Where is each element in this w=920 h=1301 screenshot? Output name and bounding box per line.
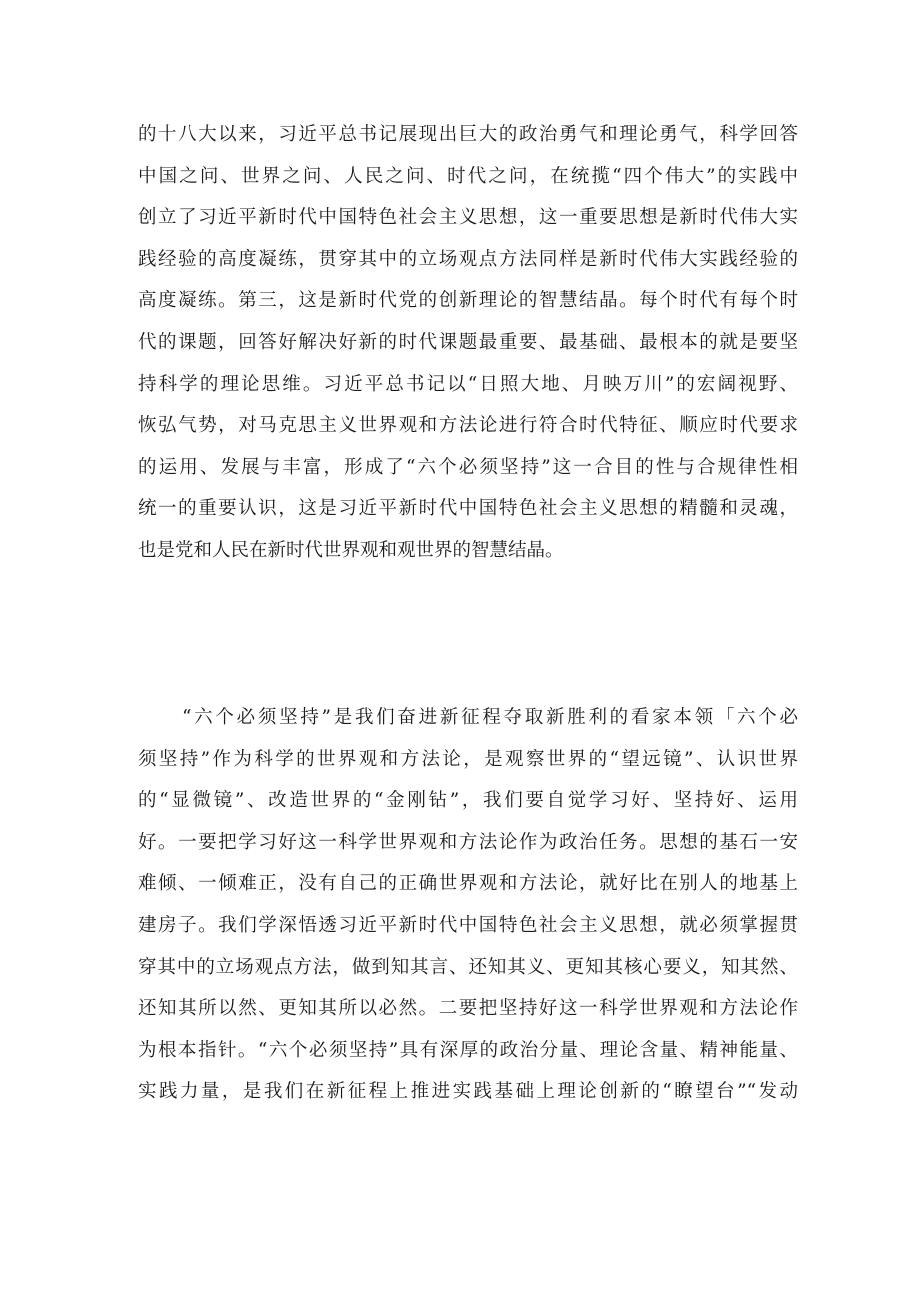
paragraph-2-line: 的“显微镜”、改造世界的“金刚钻”，我们要自觉学习好、坚持好、运用 [138,790,798,812]
paragraph-2 [138,697,798,1113]
paragraph-1 [138,114,798,572]
paragraph-1-line: 创立了习近平新时代中国特色社会主义思想，这一重要思想是新时代伟大实 [138,207,798,229]
paragraph-1-line: 的十八大以来，习近平总书记展现出巨大的政治勇气和理论勇气，科学回答 [138,124,798,145]
paragraph-2-line: 穿其中的立场观点方法，做到知其言、还知其义、更知其核心要义，知其然、 [138,956,798,978]
paragraph-2-line: 为根本指针。“六个必须坚持”具有深厚的政治分量、理论含量、精神能量、 [138,1039,798,1061]
paragraph-2-line: 建房子。我们学深悟透习近平新时代中国特色社会主义思想，就必须掌握贯 [138,914,798,936]
paragraph-1-line: 的运用、发展与丰富，形成了“六个必须坚持”这一合目的性与合规律性相 [138,456,798,478]
paragraph-1-line: 持科学的理论思维。习近平总书记以“日照大地、月映万川”的宏阔视野、 [138,373,798,395]
paragraph-1-line: 高度凝练。第三，这是新时代党的创新理论的智慧结晶。每个时代有每个时 [138,290,798,312]
paragraph-1-line: 代的课题，回答好解决好新的时代课题最重要、最基础、最根本的就是要坚 [138,331,798,353]
paragraph-2-line: 难倾、一倾难正，没有自己的正确世界观和方法论，就好比在别人的地基上 [138,873,798,895]
paragraph-2-line: 还知其所以然、更知其所以必然。二要把坚持好这一科学世界观和方法论作 [138,998,798,1020]
paragraph-1-line: 也是党和人民在新时代世界观和观世界的智慧结晶。 [138,539,564,561]
paragraph-2-line: 好。一要把学习好这一科学世界观和方法论作为政治任务。思想的基石一安 [138,831,798,853]
paragraph-2-line: “六个必须坚持”是我们奋进新征程夺取新胜利的看家本领「六个必 [182,707,798,728]
paragraph-1-line: 统一的重要认识，这是习近平新时代中国特色社会主义思想的精髓和灵魂， [138,498,798,520]
paragraph-1-line: 恢弘气势，对马克思主义世界观和方法论进行符合时代特征、顺应时代要求 [138,415,798,437]
paragraph-1-line: 践经验的高度凝练，贯穿其中的立场观点方法同样是新时代伟大实践经验的 [138,248,798,270]
paragraph-2-line: 实践力量，是我们在新征程上推进实践基础上理论创新的“瞭望台”“发动 [138,1081,798,1103]
paragraph-1-line: 中国之问、世界之问、人民之问、时代之问，在统揽“四个伟大”的实践中 [138,165,798,187]
paragraph-2-line: 须坚持”作为科学的世界观和方法论，是观察世界的“望远镜”、认识世界 [138,748,798,770]
